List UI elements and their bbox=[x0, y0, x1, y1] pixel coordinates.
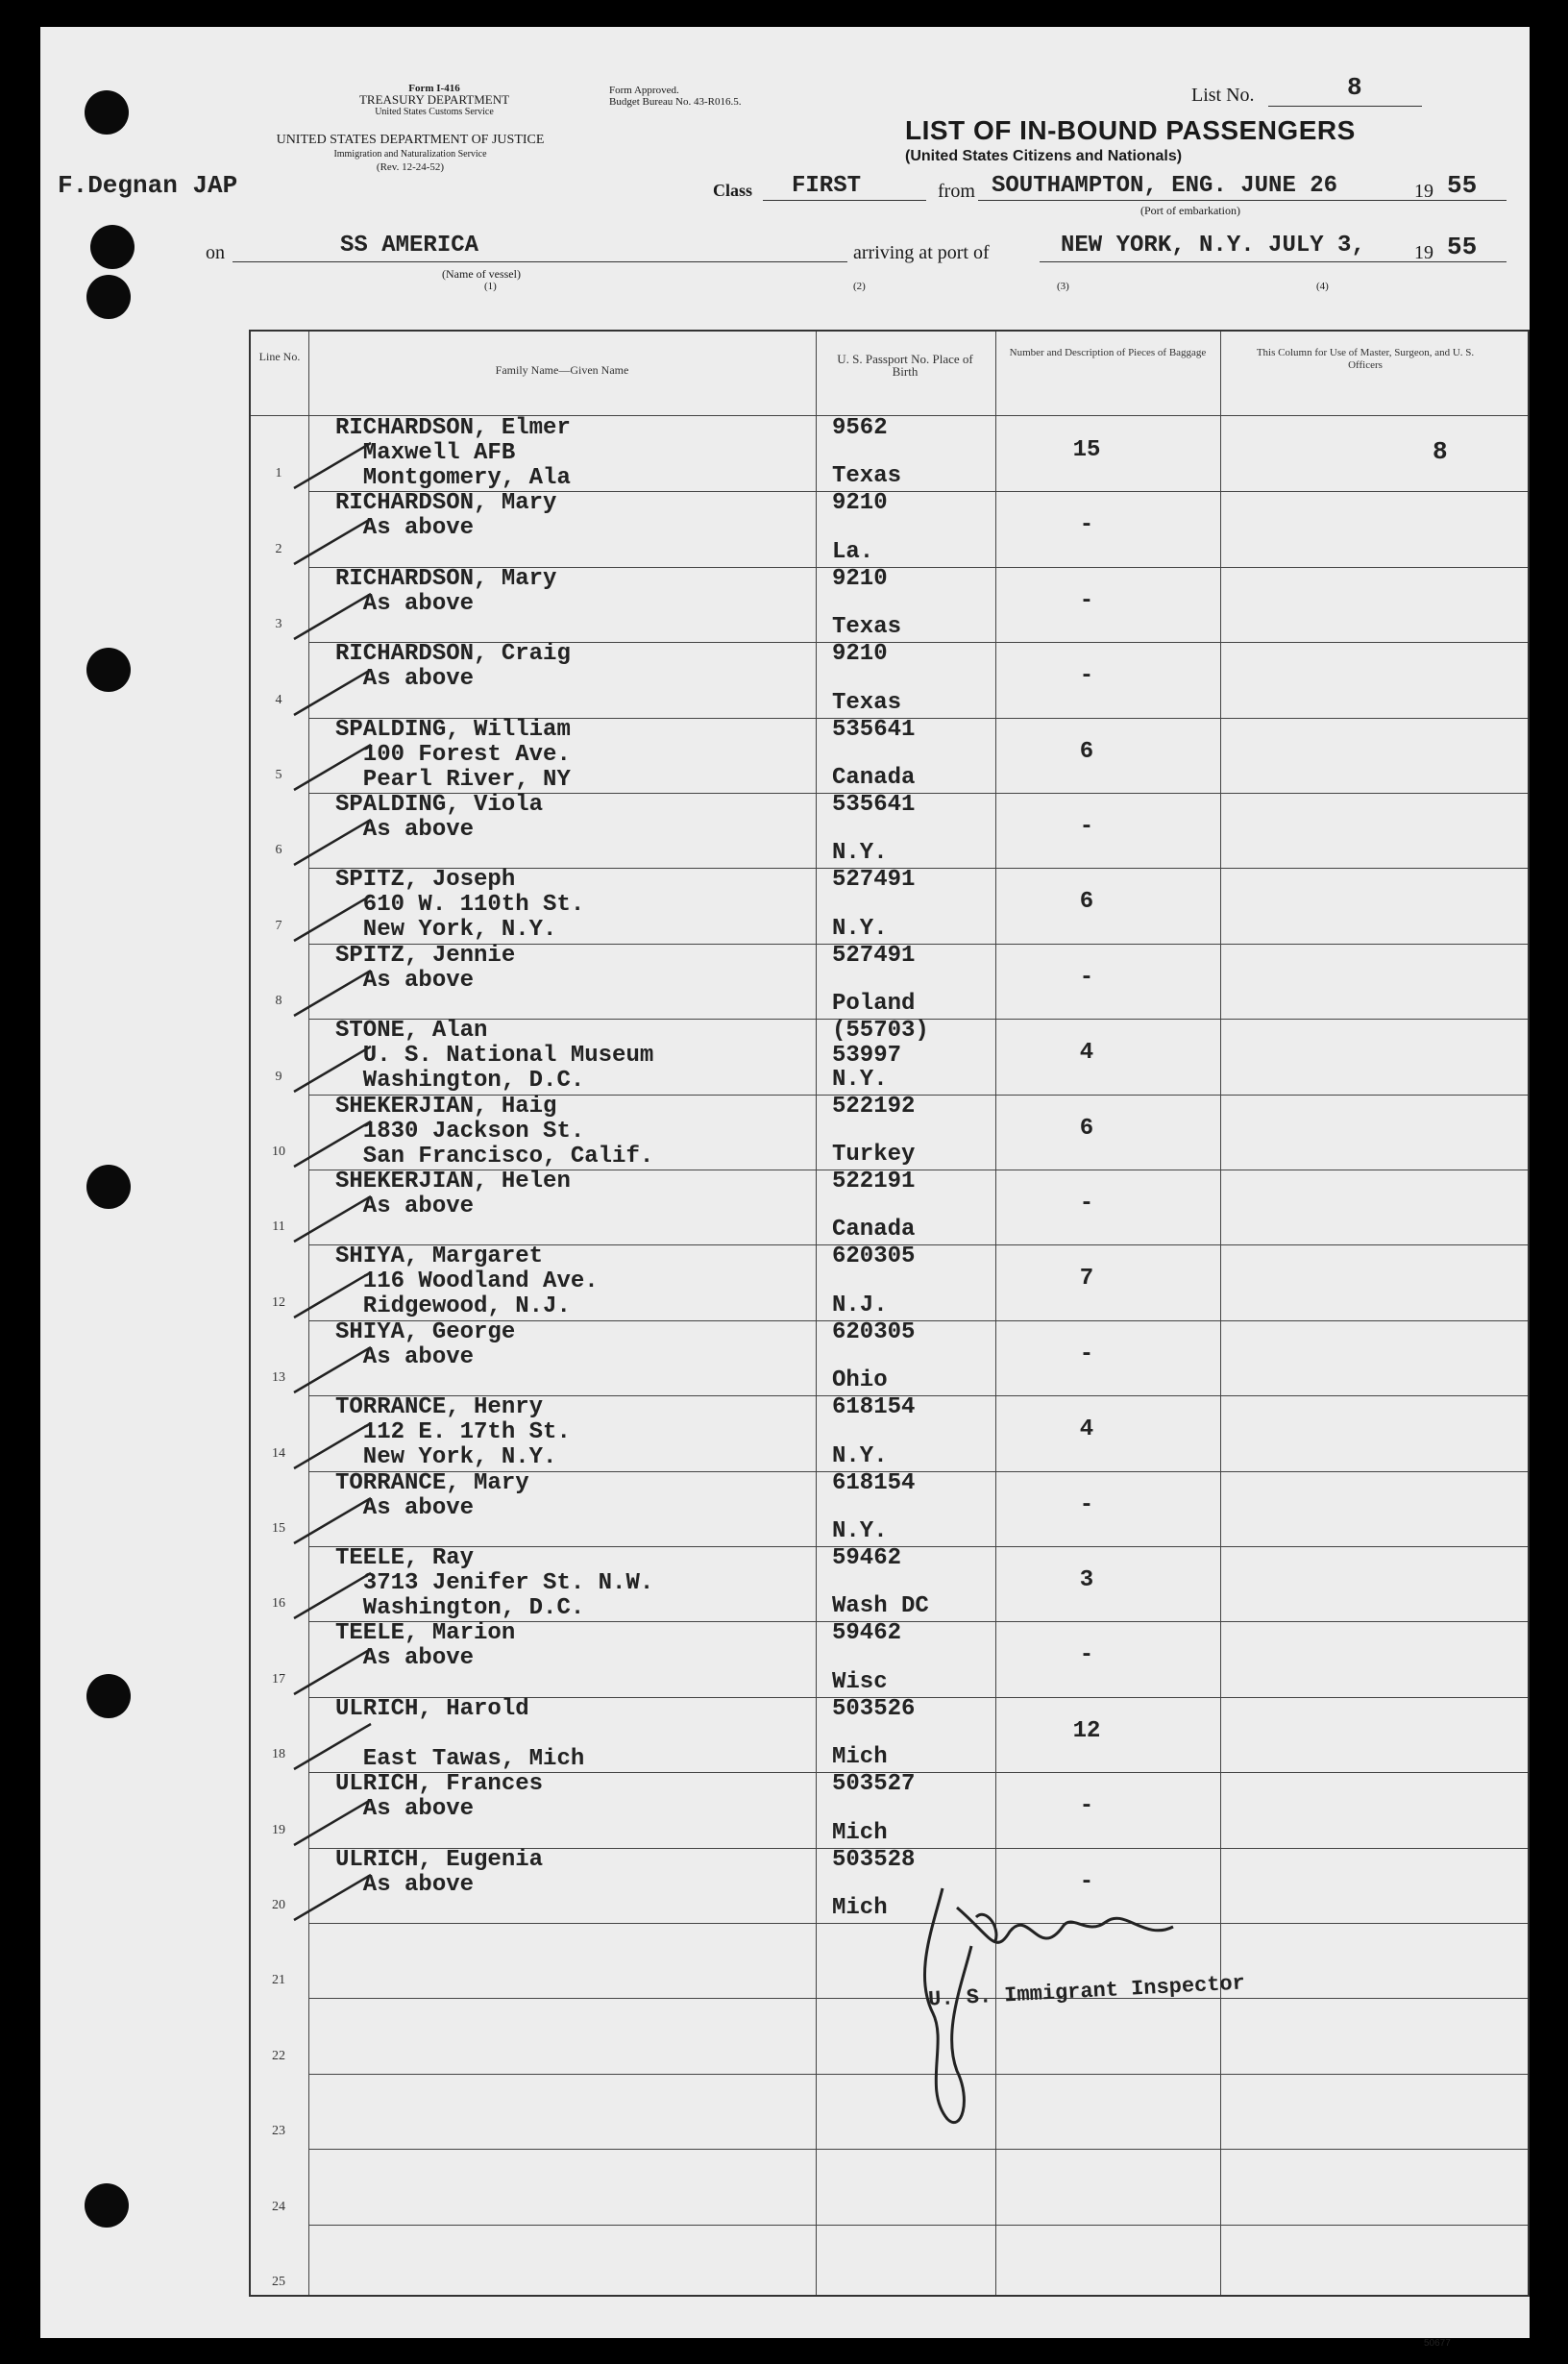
passenger-name: SPITZ, Joseph 610 W. 110th St. New York, N.Y. bbox=[335, 867, 585, 944]
table-row bbox=[251, 1320, 1528, 1395]
punch-hole bbox=[90, 225, 135, 269]
place-of-birth: Mich bbox=[832, 1819, 888, 1846]
baggage-count: 15 bbox=[1072, 437, 1101, 463]
embarkation-value: SOUTHAMPTON, ENG. JUNE 26 bbox=[992, 173, 1338, 199]
passenger-name: SPALDING, William 100 Forest Ave. Pearl River, NY bbox=[335, 716, 571, 793]
table-row bbox=[251, 491, 1528, 566]
manifest-page bbox=[40, 27, 1530, 2349]
passenger-table bbox=[249, 330, 1530, 2297]
punch-hole bbox=[86, 648, 131, 692]
place-of-birth: Wash DC bbox=[832, 1593, 929, 1620]
passport-number: 620305 bbox=[832, 1318, 916, 1345]
immigration-service: Immigration and Naturalization Service bbox=[333, 149, 487, 160]
col-num-4: (4) bbox=[1316, 281, 1329, 292]
check-mark-icon bbox=[289, 1641, 376, 1699]
passport-number: (55703) 53997 bbox=[832, 1018, 929, 1070]
check-mark-icon bbox=[289, 963, 376, 1021]
check-mark-icon bbox=[289, 586, 376, 644]
baggage-count: - bbox=[1079, 587, 1094, 614]
passenger-name: TEELE, Ray 3713 Jenifer St. N.W. Washington, D.C. bbox=[335, 1545, 654, 1621]
baggage-count: 6 bbox=[1079, 889, 1094, 916]
place-of-birth: N.Y. bbox=[832, 840, 888, 867]
passenger-name: SHEKERJIAN, Haig 1830 Jackson St. San Francisco, Calif. bbox=[335, 1093, 654, 1170]
passport-number: 503527 bbox=[832, 1771, 916, 1798]
baggage-count: - bbox=[1079, 1191, 1094, 1217]
table-row bbox=[251, 944, 1528, 1019]
place-of-birth: N.Y. bbox=[832, 1066, 888, 1093]
line-number: 18 bbox=[272, 1747, 285, 1762]
check-mark-icon bbox=[289, 1114, 376, 1171]
arrival-value: NEW YORK, N.Y. JULY 3, bbox=[1061, 233, 1365, 259]
passport-number: 535641 bbox=[832, 716, 916, 743]
table-row bbox=[251, 718, 1528, 793]
table-row bbox=[251, 1848, 1528, 1923]
punch-hole bbox=[86, 1674, 131, 1718]
passenger-name: TEELE, Marion As above bbox=[335, 1620, 516, 1672]
baggage-count: - bbox=[1079, 1868, 1094, 1895]
line-number: 1 bbox=[275, 466, 282, 481]
table-row bbox=[251, 1546, 1528, 1621]
place-of-birth: Mich bbox=[832, 1894, 888, 1921]
table-row bbox=[251, 416, 1528, 491]
check-mark-icon bbox=[289, 1792, 376, 1850]
baggage-count: - bbox=[1079, 814, 1094, 840]
class-label: Class bbox=[713, 181, 753, 200]
passport-number: 522192 bbox=[832, 1093, 916, 1120]
header-officers: This Column for Use of Master, Surgeon, and U. S. Officers bbox=[1256, 347, 1475, 371]
header-baggage: Number and Description of Pieces of Baggage bbox=[1009, 347, 1207, 358]
place-of-birth: Ohio bbox=[832, 1367, 888, 1394]
class-value: FIRST bbox=[792, 173, 862, 199]
passenger-name: ULRICH, Eugenia As above bbox=[335, 1846, 544, 1898]
place-of-birth: N.Y. bbox=[832, 1442, 888, 1469]
year-prefix-2: 19 bbox=[1414, 242, 1433, 263]
line-number: 17 bbox=[272, 1671, 285, 1687]
year-value-1: 55 bbox=[1447, 171, 1478, 200]
line-number: 15 bbox=[272, 1520, 285, 1536]
table-row bbox=[251, 2149, 1528, 2224]
line-number: 25 bbox=[272, 2274, 285, 2289]
baggage-count: - bbox=[1079, 964, 1094, 991]
baggage-count: 7 bbox=[1079, 1266, 1094, 1293]
line-number: 12 bbox=[272, 1294, 285, 1310]
passenger-name: RICHARDSON, Craig As above bbox=[335, 641, 571, 693]
list-no-line bbox=[1268, 106, 1422, 107]
table-row bbox=[251, 1998, 1528, 2073]
check-mark-icon bbox=[289, 662, 376, 720]
col-num-2: (2) bbox=[853, 281, 866, 292]
header-passport: U. S. Passport No. Place of Birth bbox=[837, 352, 973, 379]
place-of-birth: Texas bbox=[832, 614, 902, 641]
line-number: 10 bbox=[272, 1144, 285, 1159]
passenger-name: TORRANCE, Henry 112 E. 17th St. New York, N.Y. bbox=[335, 1394, 571, 1471]
passport-number: 618154 bbox=[832, 1469, 916, 1496]
check-mark-icon bbox=[289, 1340, 376, 1397]
list-no-value: 8 bbox=[1347, 73, 1362, 102]
header-name: Family Name—Given Name bbox=[495, 363, 629, 377]
line-number: 24 bbox=[272, 2199, 285, 2214]
passport-number: 503528 bbox=[832, 1846, 916, 1873]
baggage-count: 4 bbox=[1079, 1416, 1094, 1443]
passenger-name: SHIYA, Margaret 116 Woodland Ave. Ridgewood, N.J. bbox=[335, 1244, 599, 1320]
passenger-name: SHEKERJIAN, Helen As above bbox=[335, 1169, 571, 1219]
line-number: 23 bbox=[272, 2124, 285, 2139]
arrival-line bbox=[1040, 261, 1453, 262]
punch-hole bbox=[86, 1165, 131, 1209]
from-line bbox=[978, 200, 1453, 201]
officer-note: 8 bbox=[1433, 437, 1448, 466]
passport-number: 522191 bbox=[832, 1169, 916, 1194]
punch-hole bbox=[85, 90, 129, 135]
check-mark-icon bbox=[289, 812, 376, 870]
revision: (Rev. 12-24-52) bbox=[376, 161, 445, 173]
line-number: 13 bbox=[272, 1370, 285, 1386]
check-mark-icon bbox=[289, 435, 376, 493]
table-row bbox=[251, 2225, 1528, 2300]
class-line bbox=[763, 200, 926, 201]
table-row bbox=[251, 868, 1528, 943]
passenger-name: RICHARDSON, Mary As above bbox=[335, 565, 557, 617]
table-row bbox=[251, 1772, 1528, 1847]
line-number: 3 bbox=[275, 617, 282, 632]
passenger-name: SHIYA, George As above bbox=[335, 1318, 516, 1370]
line-number: 6 bbox=[275, 843, 282, 858]
passenger-name: ULRICH, Frances As above bbox=[335, 1771, 544, 1823]
table-row bbox=[251, 567, 1528, 642]
place-of-birth: Turkey bbox=[832, 1141, 916, 1168]
table-row bbox=[251, 1170, 1528, 1244]
table-row bbox=[251, 1923, 1528, 1998]
place-of-birth: Mich bbox=[832, 1744, 888, 1771]
table-row bbox=[251, 642, 1528, 717]
line-number: 14 bbox=[272, 1445, 285, 1461]
punch-hole bbox=[85, 2183, 129, 2228]
passport-number: 535641 bbox=[832, 792, 916, 818]
passport-number: 9210 bbox=[832, 490, 888, 517]
table-row bbox=[251, 1019, 1528, 1094]
passport-number: 620305 bbox=[832, 1244, 916, 1270]
header-line-no: Line No. bbox=[258, 350, 301, 363]
check-mark-icon bbox=[289, 1265, 376, 1322]
line-number: 19 bbox=[272, 1822, 285, 1837]
line-number: 4 bbox=[275, 692, 282, 707]
baggage-count: 4 bbox=[1079, 1040, 1094, 1067]
table-row bbox=[251, 1095, 1528, 1170]
check-mark-icon bbox=[289, 888, 376, 946]
table-row bbox=[251, 1621, 1528, 1696]
passport-number: 59462 bbox=[832, 1620, 902, 1647]
place-of-birth: N.Y. bbox=[832, 1517, 888, 1544]
page-title: LIST OF IN-BOUND PASSENGERS bbox=[905, 115, 1356, 145]
list-no-label: List No. bbox=[1191, 85, 1255, 106]
passport-number: 527491 bbox=[832, 942, 916, 969]
page-subtitle: (United States Citizens and Nationals) bbox=[905, 148, 1183, 164]
passport-number: 9210 bbox=[832, 641, 888, 668]
line-number: 8 bbox=[275, 994, 282, 1009]
baggage-count: 3 bbox=[1079, 1567, 1094, 1593]
table-row bbox=[251, 2074, 1528, 2149]
baggage-count: - bbox=[1079, 663, 1094, 690]
line-number: 5 bbox=[275, 767, 282, 782]
table-row bbox=[251, 793, 1528, 868]
passenger-name: RICHARDSON, Elmer Maxwell AFB Montgomery, Ala bbox=[335, 415, 571, 491]
baggage-count: - bbox=[1079, 1341, 1094, 1367]
vessel-line bbox=[233, 261, 847, 262]
line-number: 21 bbox=[272, 1973, 285, 1988]
embarkation-caption: (Port of embarkation) bbox=[1140, 204, 1240, 217]
place-of-birth: Texas bbox=[832, 463, 902, 490]
form-approved: Form Approved. bbox=[609, 85, 679, 96]
handwritten-annotation: F.Degnan JAP bbox=[58, 171, 238, 200]
check-mark-icon bbox=[289, 1867, 376, 1925]
punch-hole bbox=[86, 275, 131, 319]
check-mark-icon bbox=[289, 1189, 376, 1246]
line-number: 11 bbox=[272, 1219, 285, 1235]
vessel-name: SS AMERICA bbox=[340, 233, 479, 259]
year-line-1 bbox=[1439, 200, 1507, 201]
passport-number: 9210 bbox=[832, 565, 888, 592]
passport-number: 59462 bbox=[832, 1545, 902, 1571]
passport-number: 9562 bbox=[832, 415, 888, 441]
line-number: 2 bbox=[275, 541, 282, 556]
place-of-birth: Texas bbox=[832, 689, 902, 716]
passport-number: 503526 bbox=[832, 1695, 916, 1722]
baggage-count: - bbox=[1079, 1793, 1094, 1820]
place-of-birth: Wisc bbox=[832, 1668, 888, 1695]
check-mark-icon bbox=[289, 737, 376, 795]
treasury-dept: TREASURY DEPARTMENT bbox=[358, 92, 510, 107]
passport-number: 618154 bbox=[832, 1394, 916, 1421]
footer-stamp: 50677 bbox=[1424, 2338, 1451, 2349]
passenger-name: SPITZ, Jennie As above bbox=[335, 942, 516, 994]
line-number: 16 bbox=[272, 1596, 285, 1612]
baggage-count: 12 bbox=[1072, 1717, 1101, 1744]
table-row bbox=[251, 1244, 1528, 1319]
check-mark-icon bbox=[289, 1716, 376, 1774]
check-mark-icon bbox=[289, 1416, 376, 1473]
passenger-name: SPALDING, Viola As above bbox=[335, 792, 544, 843]
place-of-birth: N.J. bbox=[832, 1292, 888, 1318]
line-number: 7 bbox=[275, 918, 282, 933]
year-prefix-1: 19 bbox=[1414, 181, 1433, 202]
place-of-birth: Canada bbox=[832, 1217, 916, 1244]
from-label: from bbox=[938, 181, 975, 202]
baggage-count: 6 bbox=[1079, 738, 1094, 765]
table-row bbox=[251, 1471, 1528, 1546]
check-mark-icon bbox=[289, 1565, 376, 1623]
year-value-2: 55 bbox=[1447, 233, 1478, 261]
place-of-birth: La. bbox=[832, 538, 874, 565]
table-row bbox=[251, 1395, 1528, 1470]
passenger-name: RICHARDSON, Mary As above bbox=[335, 490, 557, 542]
vessel-caption: (Name of vessel) bbox=[442, 267, 521, 281]
baggage-count: - bbox=[1079, 512, 1094, 539]
passenger-name: STONE, Alan U. S. National Museum Washington, D.C. bbox=[335, 1018, 654, 1095]
budget-bureau: Budget Bureau No. 43-R016.5. bbox=[609, 96, 742, 108]
form-number: Form I-416 bbox=[408, 83, 460, 94]
inspector-title: U. S. Immigrant Inspector bbox=[927, 1971, 1246, 2012]
check-mark-icon bbox=[289, 511, 376, 569]
customs-service: United States Customs Service bbox=[375, 107, 494, 117]
table-row bbox=[251, 1697, 1528, 1772]
year-line-2 bbox=[1439, 261, 1507, 262]
line-number: 20 bbox=[272, 1897, 285, 1912]
line-number: 9 bbox=[275, 1069, 282, 1084]
dept-justice: UNITED STATES DEPARTMENT OF JUSTICE bbox=[276, 133, 545, 147]
col-num-3: (3) bbox=[1057, 281, 1069, 292]
baggage-count: - bbox=[1079, 1491, 1094, 1518]
place-of-birth: Poland bbox=[832, 991, 916, 1018]
place-of-birth: N.Y. bbox=[832, 915, 888, 942]
passenger-name: TORRANCE, Mary As above bbox=[335, 1469, 529, 1521]
check-mark-icon bbox=[289, 1039, 376, 1096]
arriving-label: arriving at port of bbox=[853, 242, 990, 263]
col-num-1: (1) bbox=[484, 281, 497, 292]
baggage-count: 6 bbox=[1079, 1115, 1094, 1142]
place-of-birth: Canada bbox=[832, 764, 916, 791]
passport-number: 527491 bbox=[832, 867, 916, 894]
baggage-count: - bbox=[1079, 1642, 1094, 1669]
on-label: on bbox=[206, 242, 225, 263]
check-mark-icon bbox=[289, 1490, 376, 1548]
line-number: 22 bbox=[272, 2048, 285, 2063]
passenger-name: ULRICH, Harold East Tawas, Mich bbox=[335, 1695, 585, 1772]
